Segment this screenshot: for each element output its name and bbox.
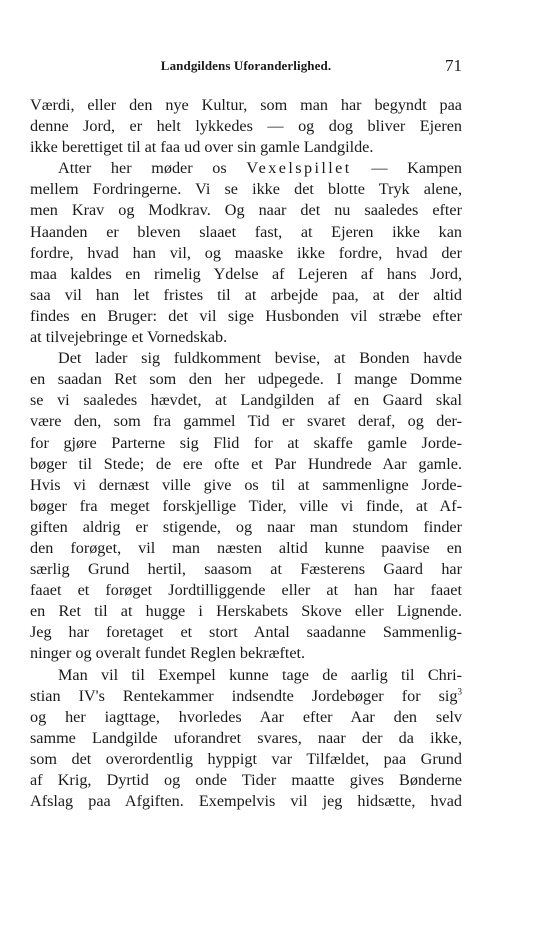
footnote-marker: 3 [457, 686, 462, 697]
text-line: saa vil han let fristes til at arbejde paa, at der altid [30, 285, 462, 304]
emphasized-word: Vexelspillet [246, 159, 352, 178]
text-line: den forøget, vil man næsten altid kunne paavise en [30, 538, 462, 557]
text-line: Jeg har foretaget et stort Antal saadanne Sammenlig- [30, 623, 462, 642]
running-title: Landgildens Uforanderlighed. [160, 58, 332, 73]
text-line: og her iagttage, hvorledes Aar efter Aar den selv [30, 707, 462, 726]
text-line: Det lader sig fuldkomment bevise, at Bonden havde [58, 349, 462, 368]
text-line: denne Jord, er helt lykkedes — og dog bliver Ejeren [30, 117, 462, 136]
text-line: være den, som fra gammel Tid er svaret deraf, og der- [30, 412, 462, 431]
text-line: Afslag paa Afgiften. Exempelvis vil jeg hidsætte, hvad [30, 792, 462, 811]
text-fragment: — Kampen [371, 159, 463, 178]
text-fragment: stian IV's Rentekammer indsendte Jordebøger for sig [30, 686, 458, 705]
page-number: 71 [445, 56, 462, 75]
text-line: en saadan Ret som den her udpegede. I mange Domme [30, 370, 462, 389]
text-line: Man vil til Exempel kunne tage de aarlig til Chri- [58, 665, 462, 684]
text-line: bøger til Stede; de ere ofte et Par Hundrede Aar gamle. [30, 454, 462, 473]
text-line: findes en Bruger: det vil sige Husbonden vil stræbe efter [30, 306, 462, 325]
text-line: at tilvejebringe et Vornedskab. [30, 328, 228, 347]
text-line: Værdi, eller den nye Kultur, som man har begyndt paa [30, 96, 462, 114]
text-line: fordre, hvad han vil, og maaske ikke fordre, hvad der [30, 243, 462, 262]
text-line: af Krig, Dyrtid og onde Tider maatte gives Bønderne [30, 771, 462, 789]
text-line [30, 686, 462, 707]
text-line: bøger fra meget forskjellige Tider, ville vi finde, at Af- [30, 496, 462, 515]
body-text [30, 95, 462, 812]
text-line: giften aldrig er stigende, og naar man stundom finder [30, 517, 462, 536]
text-line: mellem Fordringerne. Vi se ikke det blotte Tryk alene, [30, 180, 462, 199]
text-line: ikke berettiget til at faa ud over sin gamle Landgilde. [30, 138, 374, 157]
text-line: Haanden er bleven slaaet fast, at Ejeren ikke kan [30, 222, 462, 241]
running-header [30, 58, 462, 82]
text-line: en Ret til at hugge i Herskabets Skove eller Lignende. [30, 602, 462, 621]
text-line: Hvis vi dernæst ville give os til at sammenligne Jorde- [30, 475, 462, 494]
text-line: for gjøre Parterne sig Flid for at skaffe gamle Jorde- [30, 433, 462, 452]
text-line: ninger og overalt fundet Reglen bekræftet. [30, 644, 306, 663]
text-line: særlig Grund hertil, saasom at Fæsterens Gaard har [30, 560, 462, 579]
text-line: samme Landgilde uforandret svares, naar der da ikke, [30, 728, 462, 747]
text-line: maa kaldes en rimelig Ydelse af Lejeren af hans Jord, [30, 264, 462, 283]
text-line: se vi saaledes hævdet, at Landgilden af en Gaard skal [30, 391, 462, 410]
text-line: faaet et forøget Jordtilliggende eller at han har faaet [30, 581, 462, 600]
text-line: men Krav og Modkrav. Og naar det nu saaledes efter [30, 201, 462, 220]
text-line: som det overordentlig hyppigt var Tilfældet, paa Grund [30, 749, 462, 768]
text-line [30, 158, 462, 179]
text-fragment: Atter her møder os [58, 159, 227, 178]
